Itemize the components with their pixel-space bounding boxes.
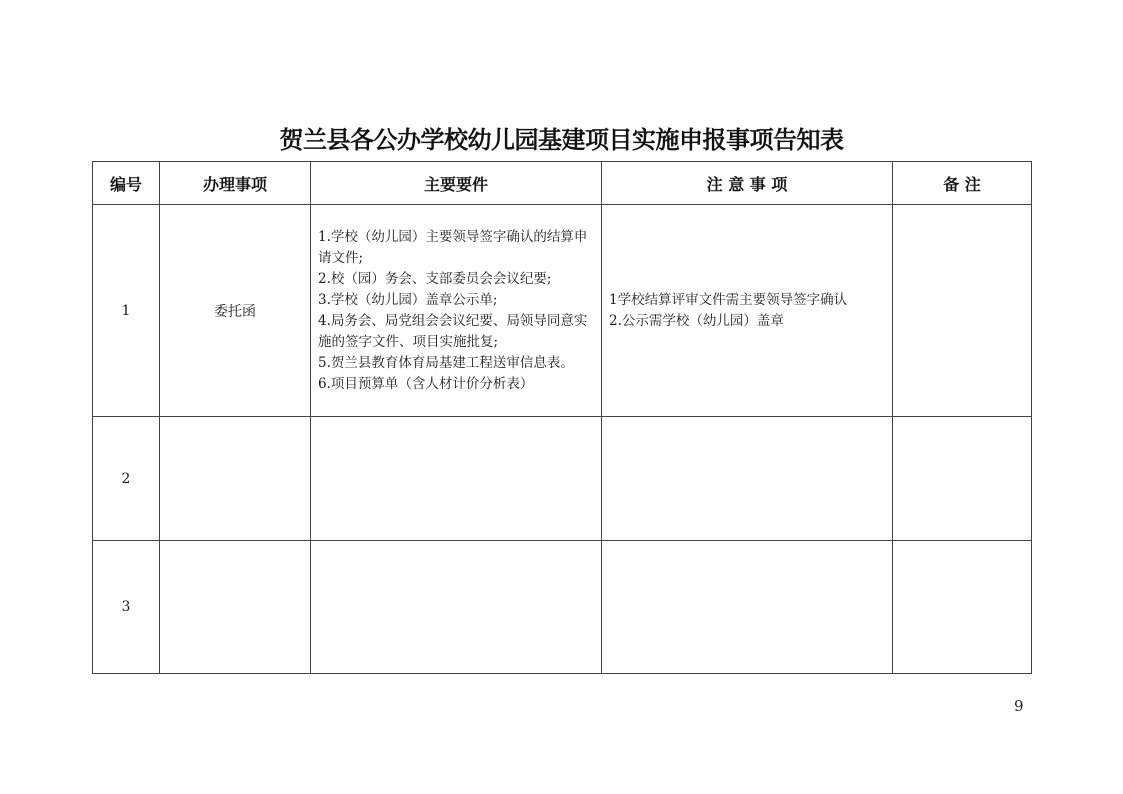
requirement-item: 2.校（园）务会、支部委员会会议纪要; bbox=[318, 270, 552, 287]
requirement-item: 4.局务会、局党组会会议纪要、局领导同意实施的签字文件、项目实施批复; bbox=[318, 312, 588, 350]
row-remarks bbox=[893, 417, 1032, 541]
note-item: 1学校结算评审文件需主要领导签字确认 bbox=[609, 291, 848, 308]
requirement-item: 6.项目预算单（含人材计价分析表） bbox=[318, 375, 534, 392]
row-matter bbox=[160, 417, 311, 541]
row-number: 3 bbox=[93, 541, 160, 674]
table-header-row bbox=[93, 162, 1032, 205]
row-remarks bbox=[893, 541, 1032, 674]
row-matter: 委托函 bbox=[160, 205, 311, 417]
row-number: 1 bbox=[93, 205, 160, 417]
row-requirements bbox=[311, 205, 602, 417]
notice-table bbox=[92, 161, 1032, 674]
row-requirements bbox=[311, 541, 602, 674]
row-notes bbox=[602, 541, 893, 674]
row-requirements bbox=[311, 417, 602, 541]
header-notes: 注 意 事 项 bbox=[602, 162, 893, 205]
table-row bbox=[93, 205, 1032, 417]
header-remarks: 备 注 bbox=[893, 162, 1032, 205]
row-matter bbox=[160, 541, 311, 674]
header-number: 编号 bbox=[93, 162, 160, 205]
note-item: 2.公示需学校（幼儿园）盖章 bbox=[609, 312, 784, 329]
row-notes bbox=[602, 417, 893, 541]
page-number: 9 bbox=[1014, 697, 1024, 715]
requirement-item: 3.学校（幼儿园）盖章公示单; bbox=[318, 291, 498, 308]
header-matter: 办理事项 bbox=[160, 162, 311, 205]
header-requirements: 主要要件 bbox=[311, 162, 602, 205]
row-notes bbox=[602, 205, 893, 417]
table-row bbox=[93, 541, 1032, 674]
table-row bbox=[93, 417, 1032, 541]
requirement-item: 5.贺兰县教育体育局基建工程送审信息表。 bbox=[318, 354, 574, 371]
row-number: 2 bbox=[93, 417, 160, 541]
row-remarks bbox=[893, 205, 1032, 417]
requirement-item: 1.学校（幼儿园）主要领导签字确认的结算申请文件; bbox=[318, 228, 588, 266]
page-title: 贺兰县各公办学校幼儿园基建项目实施申报事项告知表 bbox=[279, 125, 844, 154]
